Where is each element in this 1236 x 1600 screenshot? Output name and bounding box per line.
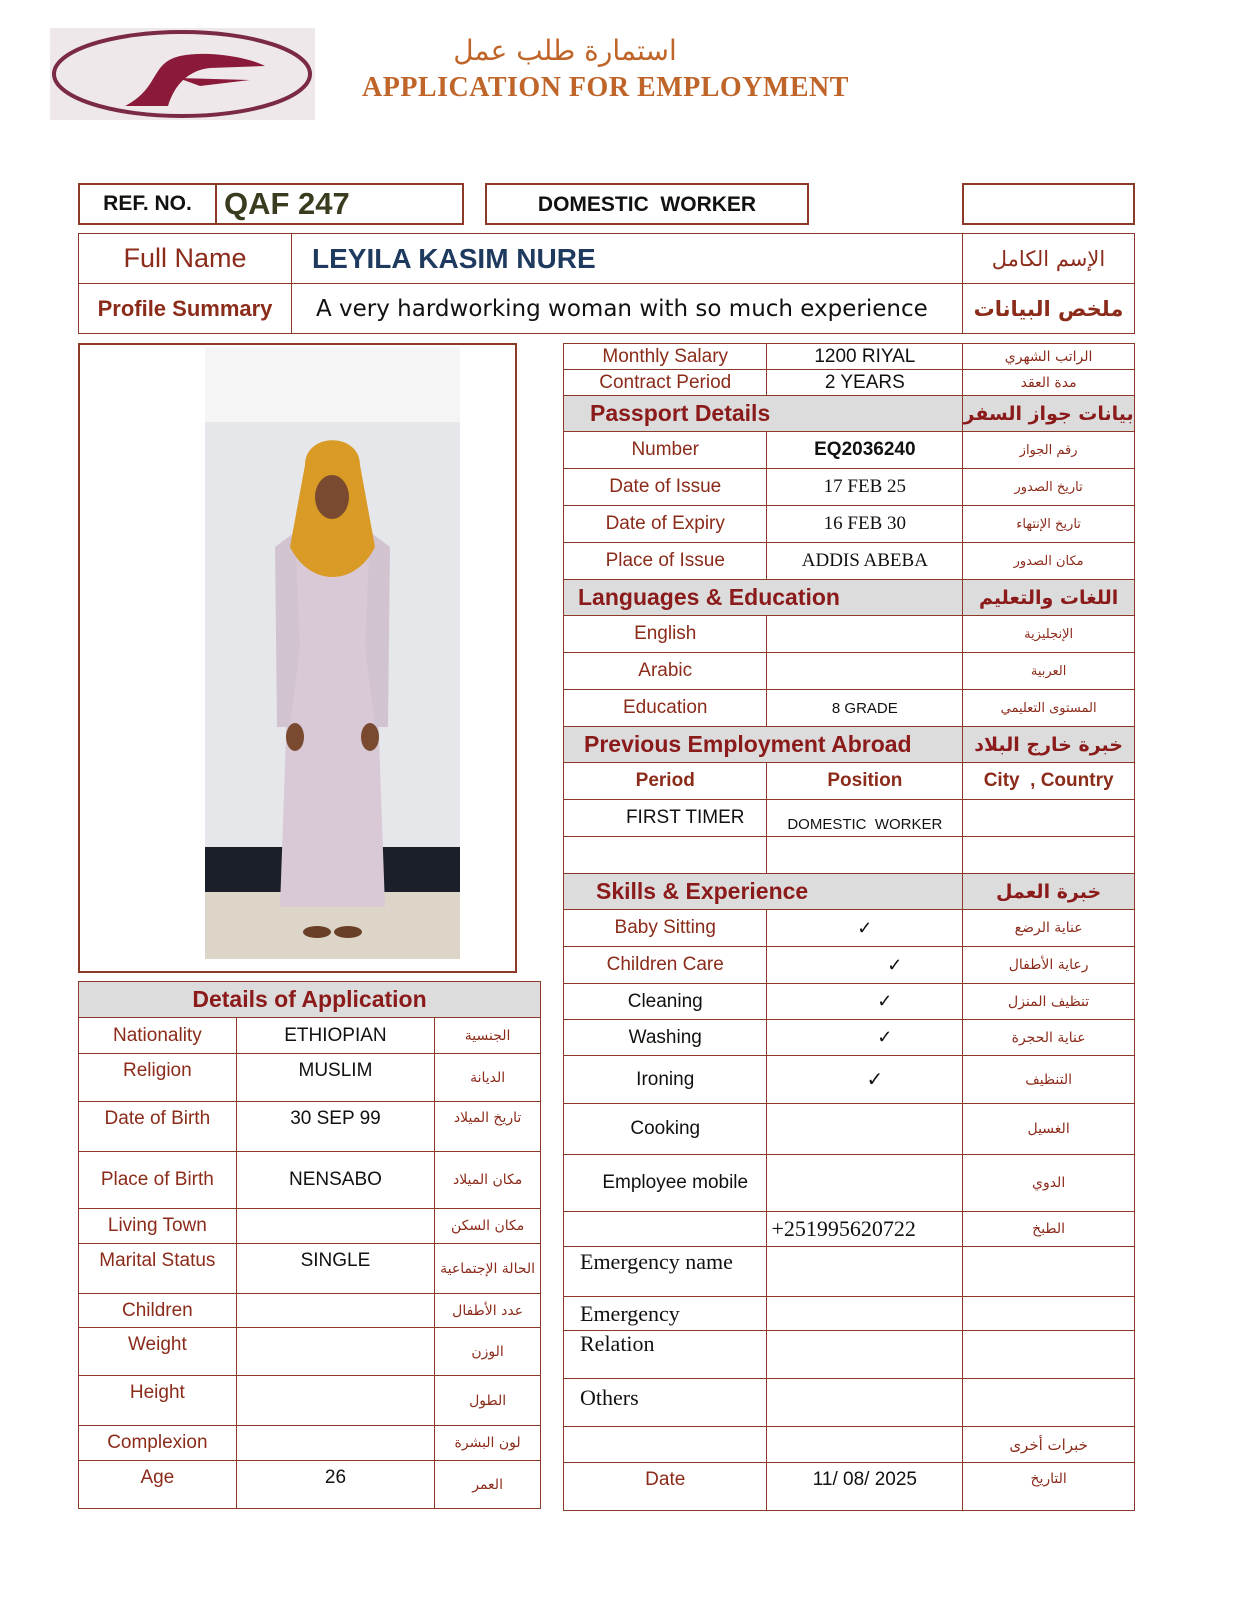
- english-value: [767, 616, 963, 653]
- ref-value: QAF 247: [224, 186, 350, 221]
- emergency-name-label: Emergency name: [564, 1247, 767, 1297]
- arabic-value: [767, 653, 963, 690]
- education-ar: المستوى التعليمي: [963, 690, 1135, 727]
- place-of-birth-value: NENSABO: [236, 1152, 435, 1209]
- arabic-ar: العربية: [963, 653, 1135, 690]
- employee-mobile-value: +251995620722: [767, 1212, 963, 1247]
- full-name-label: Full Name: [79, 234, 292, 284]
- languages-section-ar: اللغات والتعليم: [963, 580, 1135, 616]
- nationality-value: ETHIOPIAN: [236, 1018, 435, 1054]
- ref-label: REF. NO.: [80, 185, 217, 223]
- place-of-issue-ar: مكان الصدور: [963, 543, 1135, 580]
- employment-empty-city: [963, 837, 1135, 874]
- complexion-label: Complexion: [79, 1426, 237, 1461]
- skills-section-title: Skills & Experience: [564, 874, 963, 910]
- skill-children-care-ar: رعاية الأطفال: [963, 947, 1135, 984]
- age-ar: العمر: [435, 1461, 541, 1509]
- skill-cleaning-check: ✓: [767, 984, 963, 1020]
- complexion-value: [236, 1426, 435, 1461]
- contract-period-ar: مدة العقد: [963, 370, 1135, 396]
- religion-label: Religion: [79, 1054, 237, 1102]
- monthly-salary-label: Monthly Salary: [564, 344, 767, 370]
- children-value: [236, 1294, 435, 1328]
- english-label: English: [564, 616, 767, 653]
- date-of-issue-ar: تاريخ الصدور: [963, 469, 1135, 506]
- height-label: Height: [79, 1376, 237, 1426]
- skills-section-ar: خبرة العمل: [963, 874, 1135, 910]
- skill-washing-ar: عناية الحجرة: [963, 1020, 1135, 1056]
- passport-number-value: EQ2036240: [767, 432, 963, 469]
- date-value: 11/ 08/ 2025: [767, 1463, 963, 1511]
- living-town-value: [236, 1209, 435, 1244]
- date-of-expiry-value: 16 FEB 30: [767, 506, 963, 543]
- header-title-ar: استمارة طلب عمل: [453, 34, 677, 67]
- skill-cleaning-label: Cleaning: [564, 984, 767, 1020]
- marital-status-value: SINGLE: [236, 1244, 435, 1294]
- education-label: Education: [564, 690, 767, 727]
- profile-summary-label: Profile Summary: [79, 284, 292, 334]
- profile-summary-ar: ملخص البيانات: [963, 284, 1135, 334]
- place-of-birth-ar: مكان الميلاد: [435, 1152, 541, 1209]
- passport-number-ar: رقم الجواز: [963, 432, 1135, 469]
- employment-row-city: [963, 800, 1135, 837]
- emergency-relation-label-1: Emergency: [564, 1297, 767, 1331]
- skill-ironing-label: Ironing: [564, 1056, 767, 1104]
- marital-status-ar: الحالة الإجتماعية: [435, 1244, 541, 1294]
- skill-baby-sitting-ar: عناية الرضع: [963, 910, 1135, 947]
- date-label: Date: [564, 1463, 767, 1511]
- date-ar: التاريخ: [963, 1463, 1135, 1511]
- employment-empty-period: [564, 837, 767, 874]
- weight-ar: الوزن: [435, 1328, 541, 1376]
- skill-ironing-check: ✓: [767, 1056, 963, 1104]
- date-of-birth-value: 30 SEP 99: [236, 1102, 435, 1152]
- skill-children-care-check: ✓: [767, 947, 963, 984]
- monthly-salary-value: 1200 RIYAL: [767, 344, 963, 370]
- emergency-relation-label-2: Relation: [564, 1331, 767, 1379]
- blank-box: [962, 183, 1135, 225]
- employment-empty-position: [767, 837, 963, 874]
- living-town-ar: مكان السكن: [435, 1209, 541, 1244]
- date-of-expiry-label: Date of Expiry: [564, 506, 767, 543]
- english-ar: الإنجليزية: [963, 616, 1135, 653]
- weight-value: [236, 1328, 435, 1376]
- profile-summary-value: A very hardworking woman with so much experience: [292, 284, 963, 334]
- skill-cooking-ar: الغسيل: [963, 1104, 1135, 1155]
- skill-baby-sitting-label: Baby Sitting: [564, 910, 767, 947]
- date-of-issue-value: 17 FEB 25: [767, 469, 963, 506]
- date-of-issue-label: Date of Issue: [564, 469, 767, 506]
- date-of-expiry-ar: تاريخ الإنتهاء: [963, 506, 1135, 543]
- passport-number-label: Number: [564, 432, 767, 469]
- employment-header-position: Position: [767, 763, 963, 800]
- photo-frame: [78, 343, 517, 973]
- employment-header-city: City , Country: [963, 763, 1135, 800]
- employment-row-period: FIRST TIMER: [564, 800, 767, 837]
- skill-baby-sitting-check: ✓: [767, 910, 963, 947]
- skill-washing-check: ✓: [767, 1020, 963, 1056]
- religion-value: MUSLIM: [236, 1054, 435, 1102]
- company-logo: [50, 28, 315, 120]
- place-of-issue-label: Place of Issue: [564, 543, 767, 580]
- passport-section-title: Passport Details: [564, 396, 963, 432]
- skill-ironing-ar: التنظيف: [963, 1056, 1135, 1104]
- religion-ar: الديانة: [435, 1054, 541, 1102]
- name-table: [78, 233, 1135, 334]
- height-ar: الطول: [435, 1376, 541, 1426]
- contract-period-value: 2 YEARS: [767, 370, 963, 396]
- education-value: 8 GRADE: [767, 690, 963, 727]
- nationality-label: Nationality: [79, 1018, 237, 1054]
- living-town-label: Living Town: [79, 1209, 237, 1244]
- children-label: Children: [79, 1294, 237, 1328]
- contract-period-label: Contract Period: [564, 370, 767, 396]
- nationality-ar: الجنسية: [435, 1018, 541, 1054]
- skill-children-care-label: Children Care: [564, 947, 767, 984]
- passport-section-ar: بيانات جواز السفر: [963, 396, 1135, 432]
- languages-section-title: Languages & Education: [564, 580, 963, 616]
- complexion-ar: لون البشرة: [435, 1426, 541, 1461]
- others-ar: خبرات أخرى: [963, 1427, 1135, 1463]
- arabic-label: Arabic: [564, 653, 767, 690]
- position-box: [485, 183, 809, 225]
- date-of-birth-label: Date of Birth: [79, 1102, 237, 1152]
- height-value: [236, 1376, 435, 1426]
- employment-row-position: DOMESTIC WORKER: [767, 800, 963, 837]
- marital-status-label: Marital Status: [79, 1244, 237, 1294]
- employment-section-title: Previous Employment Abroad: [564, 727, 963, 763]
- monthly-salary-ar: الراتب الشهري: [963, 344, 1135, 370]
- skill-washing-label: Washing: [564, 1020, 767, 1056]
- employee-mobile-value-ar: الطبخ: [963, 1212, 1135, 1247]
- weight-label: Weight: [79, 1328, 237, 1376]
- full-name-value: LEYILA KASIM NURE: [292, 234, 963, 284]
- full-name-ar: الإسم الكامل: [963, 234, 1135, 284]
- skill-cleaning-ar: تنظيف المنزل: [963, 984, 1135, 1020]
- employment-section-ar: خبرة خارج البلاد: [963, 727, 1135, 763]
- place-of-issue-value: ADDIS ABEBA: [767, 543, 963, 580]
- age-label: Age: [79, 1461, 237, 1509]
- employment-header-period: Period: [564, 763, 767, 800]
- date-of-birth-ar: تاريخ الميلاد: [435, 1102, 541, 1152]
- applicant-photo: [205, 347, 460, 959]
- employee-mobile-label: Employee mobile: [564, 1155, 767, 1212]
- ref-box: [78, 183, 464, 225]
- right-table: [563, 343, 1135, 1511]
- skill-cooking-label: Cooking: [564, 1104, 767, 1155]
- children-ar: عدد الأطفال: [435, 1294, 541, 1328]
- details-table: [78, 981, 541, 1509]
- others-label: Others: [564, 1379, 767, 1427]
- position-value: DOMESTIC WORKER: [537, 193, 757, 216]
- skill-cooking-check: [767, 1104, 963, 1155]
- details-section-title: Details of Application: [79, 982, 541, 1018]
- header-title-en: APPLICATION FOR EMPLOYMENT: [362, 72, 849, 103]
- age-value: 26: [236, 1461, 435, 1509]
- employee-mobile-ar: الدوي: [963, 1155, 1135, 1212]
- place-of-birth-label: Place of Birth: [79, 1152, 237, 1209]
- company-logo-icon: [50, 28, 315, 120]
